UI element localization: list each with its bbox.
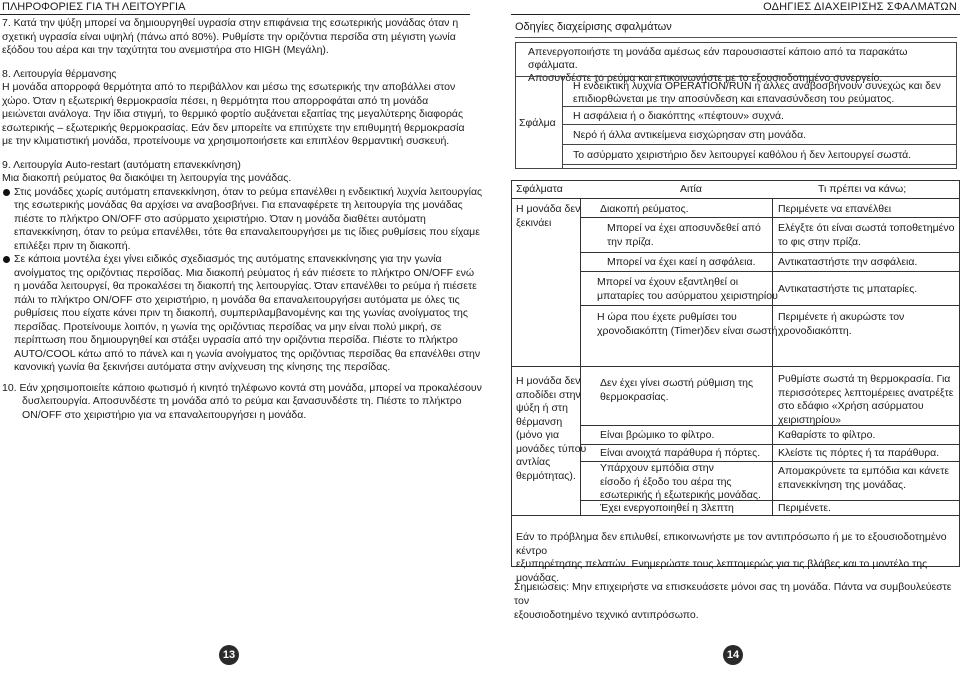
table-rule: [580, 252, 960, 253]
action-cell: Αντικαταστήστε την ασφάλεια.: [778, 256, 918, 268]
page-number-right: 14: [723, 645, 743, 665]
table-rule: [511, 366, 960, 367]
text-line: Απενεργοποιήστε τη μονάδα αμέσως εάν παρουσιαστεί κάποιο από τα παρακάτω σφάλματα.: [528, 46, 908, 71]
action-cell: [778, 222, 954, 249]
action-cell: [778, 311, 904, 338]
table-rule: [580, 444, 960, 445]
text-line: επιδιορθώνεται με την αποσύνδεση και επανασύνδεση του ρεύματος.: [573, 93, 895, 105]
table-rule: [511, 198, 960, 199]
text-line: το φις στην πρίζα.: [778, 235, 861, 248]
section-8: [2, 67, 465, 149]
repair-note: [514, 580, 960, 622]
table-rule: [772, 198, 773, 515]
text-line: περισσότερες λεπτομέρειες ανατρέξτε: [778, 386, 954, 399]
cause-cell: [600, 377, 753, 404]
table-rule: [580, 271, 960, 272]
text-line: της εσωτερικής μονάδας θα αρχίσει να αναβοσβήνει. Για επαναφέρετε τη λειτουργία της μονάδας: [14, 199, 463, 211]
text-line: μονάδες τύπου: [516, 442, 587, 455]
cause-cell: [597, 311, 777, 338]
text-line: κανονική γωνία θα ξεκινήσει αυτόματα στην ανίχνευση της κίνησης της περσίδας.: [14, 361, 391, 373]
text-line: Περιμένετε ή ακυρώστε τον: [778, 311, 905, 323]
text-line: ψύξη ή στη: [516, 402, 568, 414]
table-rule: [580, 500, 960, 501]
text-line: Η μονάδα απορροφά θερμότητα από το περιβάλλον και μέσω της εσωτερικής την αποβάλλει στον: [2, 81, 456, 93]
text-line: Η μονάδα δεν: [516, 203, 581, 215]
section-9: [2, 158, 483, 375]
cause-cell: [597, 276, 778, 303]
fault-item: Νερό ή άλλα αντικείμενα εισχώρησαν στη μονάδα.: [573, 129, 807, 141]
text-line: Υπάρχουν εμπόδια στην: [600, 462, 714, 474]
text-line: εξουσιοδοτημένο τεχνικό αντιπρόσωπο.: [514, 609, 699, 621]
cause-cell: Διακοπή ρεύματος.: [600, 203, 689, 215]
action-cell: Περιμένετε.: [778, 502, 831, 514]
table-rule: [562, 77, 563, 169]
fault-item: Το ασύρματο χειριστήριο δεν λειτουργεί καθόλου ή δεν λειτουργεί σωστά.: [573, 149, 912, 161]
text-line: σχετική υγρασία είναι υψηλή (πάνω από 80%). Ρυθμίστε την οριζόντια περσίδα στη μέγιστη γωνία: [2, 30, 456, 43]
header-cause: Αιτία: [680, 183, 702, 195]
text-line: Η μονάδα δεν: [516, 375, 581, 387]
bullet-icon: [3, 189, 10, 196]
cause-cell: Είναι βρώμικο το φίλτρο.: [600, 429, 715, 441]
left-header-rule: [0, 14, 470, 15]
bullet-auto-restart-off: [2, 185, 483, 254]
text-line: ξεκινάει: [516, 216, 552, 229]
table-rule: [515, 76, 957, 77]
fault-row-label: Σφάλμα: [519, 117, 556, 129]
text-line: Μπορεί να έχει αποσυνδεθεί από: [607, 222, 761, 234]
action-cell: Αντικαταστήστε τις μπαταρίες.: [778, 283, 918, 295]
page-number-left: 13: [219, 645, 239, 665]
text-line: θερμότητας).: [516, 469, 576, 482]
text-line: Έχει ενεργοποιηθεί η 3λεπτη: [600, 502, 734, 514]
text-line: με την κλιματιστική μονάδα, προτείνουμε να χρησιμοποιήσετε και επιπλέον θερμαντική συσκευή.: [2, 135, 450, 147]
table-footer: [516, 531, 960, 585]
cause-cell: [607, 222, 761, 249]
text-line: Μπορεί να έχουν εξαντληθεί οι: [597, 276, 739, 288]
text-line: αποδίδει στην: [516, 388, 581, 401]
text-line: χρονοδιακόπτη.: [778, 324, 852, 337]
text-line: 7. Κατά την ψύξη μπορεί να δημιουργηθεί υγρασία στην επιφάνεια της εσωτερικής μονάδας όταν η: [2, 17, 459, 29]
table-rule: [562, 144, 957, 145]
text-line: πιέστε το πλήκτρο ON/OFF στο ασύρματο χειριστήριο. Όταν η μονάδα διαθέτει αυτόματη: [14, 212, 426, 225]
text-line: επιλέξει πριν τη διακοπή.: [14, 239, 131, 252]
text-line: στο εδάφιο «Χρήση ασύρματου: [778, 400, 924, 412]
text-line: επανεκκίνηση, όταν το ρεύμα επανέλθει, τότε θα επαναλειτουργήσει με τις ίδιες ρυθμίσεις που είχαμε: [14, 226, 480, 238]
text-line: την πρίζα.: [607, 235, 654, 248]
table-rule: [580, 305, 960, 306]
action-cell: Κλείστε τις πόρτες ή τα παράθυρα.: [778, 447, 940, 459]
text-line: AUTO/COOL κάτω από το πάνελ και η γωνία ανοίγματος της οριζόντιας περσίδας θα επανέλθει στην: [14, 347, 481, 360]
text-line: είσοδο ή έξοδο του αέρα της: [600, 475, 732, 488]
text-line: Στις μονάδες χωρίς αυτόματη επανεκκίνηση, όταν το ρεύμα επανέλθει η ενδεικτική λυχνία λειτουργίας: [14, 185, 483, 198]
cause-cell: Είναι ανοιχτά παράθυρα ή πόρτες.: [600, 447, 761, 459]
section-title: 9. Λειτουργία Auto-restart (αυτόματη επανεκκίνηση): [2, 158, 241, 171]
text-line: Δεν έχει γίνει σωστή ρύθμιση της: [600, 377, 754, 389]
table-rule: [511, 515, 960, 516]
text-line: θέρμανση: [516, 415, 563, 428]
action-cell: [778, 373, 953, 427]
table-rule: [562, 124, 957, 125]
cause-cell: [600, 462, 761, 503]
header-faults: Σφάλματα: [516, 183, 563, 195]
cause-cell: Μπορεί να έχει καεί η ασφάλεια.: [607, 256, 756, 268]
section-7: [2, 17, 459, 58]
action-cell: [778, 465, 949, 492]
text-line: δυσλειτουργία. Αποσυνδέστε τη μονάδα από το ρεύμα και ξανασυνδέστε τη. Πιέστε το πλήκτρο: [22, 395, 462, 407]
text-line: θερμοκρασίας.: [600, 390, 669, 403]
operation-info-column: [2, 17, 483, 422]
section-10: [2, 381, 482, 423]
text-line: (μόνο για: [516, 429, 560, 441]
text-line: Σε κάποια μοντέλα έχει γίνει ειδικός σχεδιασμός της αυτόματης επανεκκίνησης για την γωνία: [14, 253, 442, 265]
section-title: 8. Λειτουργία θέρμανσης: [2, 67, 117, 80]
right-page-title: ΟΔΗΓΙΕΣ ΔΙΑΧΕΙΡΙΣΗΣ ΣΦΑΛΜΑΤΩΝ: [763, 1, 957, 13]
cause-cell: [600, 502, 734, 514]
table-rule: [562, 106, 957, 107]
text-line: χειριστηρίου»: [778, 413, 842, 426]
fault-poor-cooling-heating: [516, 375, 586, 483]
text-line: εσωτερικής – εξωτερικής θερμοκρασίας. Εάν δεν μπορείτε να επιτύχετε την επιθυμητή θερμοκρασία: [2, 121, 465, 134]
left-page-title: ΠΛΗΡΟΦΟΡΙΕΣ ΓΙΑ ΤΗ ΛΕΙΤΟΥΡΓΙΑ: [2, 1, 186, 13]
text-line: επανεκκίνηση της μονάδας.: [778, 478, 907, 491]
text-line: 10. Εάν χρησιμοποιείτε κάποιο φωτισμό ή κινητό τηλέφωνο κοντά στη μονάδα, μπορεί να προκαλέσουν: [2, 381, 482, 394]
header-action: Τι πρέπει να κάνω;: [818, 183, 907, 195]
text-line: ON/OFF στο χειριστήριο για να επαναλειτουργήσει η μονάδα.: [22, 408, 307, 421]
text-line: χρονοδιακόπτη (Timer)δεν είναι σωστή: [597, 324, 778, 337]
text-line: Σημειώσεις: Μην επιχειρήστε να επισκευάσετε μόνοι σας τη μονάδα. Πάντα να συμβουλεύεστε τον: [514, 581, 952, 607]
text-line: εσωτερικής ή εξωτερικής μονάδας.: [600, 489, 761, 501]
right-header-rule: [511, 14, 960, 15]
text-line: Απομακρύνετε τα εμπόδια και κάνετε: [778, 465, 950, 477]
text-line: χώρο. Όταν η εξωτερική θερμοκρασία πέσει, η θερμότητα που απορροφάται από τη μονάδα: [2, 94, 429, 107]
table-rule: [580, 425, 960, 426]
text-line: Η ενδεικτική λυχνία OPERATION/RUN ή άλλες αναβοσβήνουν συνεχώς και δεν: [573, 80, 941, 92]
text-line: Η ώρα που έχετε ρυθμίσει του: [597, 311, 737, 323]
text-line: περσίδας. Προτείνουμε λοιπόν, η γωνία της οριζόντιας περσίδας να μην είναι πολύ μικρή, σε: [14, 320, 442, 333]
action-cell: Καθαρίστε το φίλτρο.: [778, 429, 876, 441]
bullet-icon: [3, 256, 10, 263]
bullet-louver-memory: [2, 253, 481, 375]
text-line: πάλι το πλήκτρο ON/OFF στο χειριστήριο, η μονάδα θα επαναλειτουργήσει αυτόματα με όλες τις: [14, 293, 460, 306]
action-cell: Περιμένετε να επανέλθει: [778, 203, 892, 215]
text-line: εξόδου του αέρα και την ταχύτητα του ανεμιστήρα στο HIGH (Μεγάλη).: [2, 44, 329, 56]
text-line: αντλίας: [516, 456, 551, 468]
text-line: μπαταρίες του ασύρματου χειριστηρίου: [597, 289, 778, 302]
text-line: Αποσυνδέστε το ρεύμα και επικοινωνήστε με το εξουσιοδοτημένο συνεργείο.: [528, 72, 883, 84]
text-line: ανοίγματος της οριζόντιας περσίδας. Μια διακοπή ρεύματος ή εάν πιέσετε το πλήκτρο ON/OFF ενώ: [14, 266, 475, 279]
fault-item: Η ασφάλεια ή ο διακόπτης «πέφτουν» συχνά.: [573, 110, 784, 122]
text-line: η μονάδα λειτουργεί, θα προκαλέσει τη διακοπή της λειτουργίας. Όταν επανέλθει το ρεύμα ή πιέσετε: [14, 280, 477, 292]
text-line: περίπτωση που δημιουργηθεί και στάξει υγρασία από την οριζόντια περσίδα. Πιέστε το πλήκτρο: [14, 334, 458, 346]
table-rule: [580, 217, 960, 218]
text-line: Ελέγξτε ότι είναι σωστά τοποθετημένο: [778, 222, 955, 234]
text-line: εξυπηρέτησης πελατών. Ενημερώστε τους λεπτομερώς για τις βλάβες και το μοντέλο της μονάδας.: [516, 558, 928, 584]
text-line: ρυθμίσεις που είχατε κάνει πριν τη διακοπή, συμπεριλαμβανομένης και της γωνίας ανοίγματος της: [14, 307, 468, 319]
title-rule: [515, 37, 957, 38]
table-rule: [562, 164, 957, 165]
fault-unit-not-start: [516, 203, 580, 230]
text-line: Εάν το πρόβλημα δεν επιλυθεί, επικοινωνήστε με τον αντιπρόσωπο ή με το εξουσιοδοτημένο κέντρο: [516, 531, 947, 557]
text-line: Ρυθμίστε σωστά τη θερμοκρασία. Για: [778, 373, 951, 385]
fault-item: [573, 80, 941, 106]
text-line: μειώνεται ανάλογα. Την ίδια στιγμή, το θερμικό φορτίο αυξάνεται εξαιτίας της μεγαλύτερης διαφοράς: [2, 108, 464, 120]
fault-guide-title: Οδηγίες διαχείρισης σφαλμάτων: [515, 21, 672, 33]
text-line: Μια διακοπή ρεύματος θα διακόψει τη λειτουργία της μονάδας.: [2, 172, 292, 184]
